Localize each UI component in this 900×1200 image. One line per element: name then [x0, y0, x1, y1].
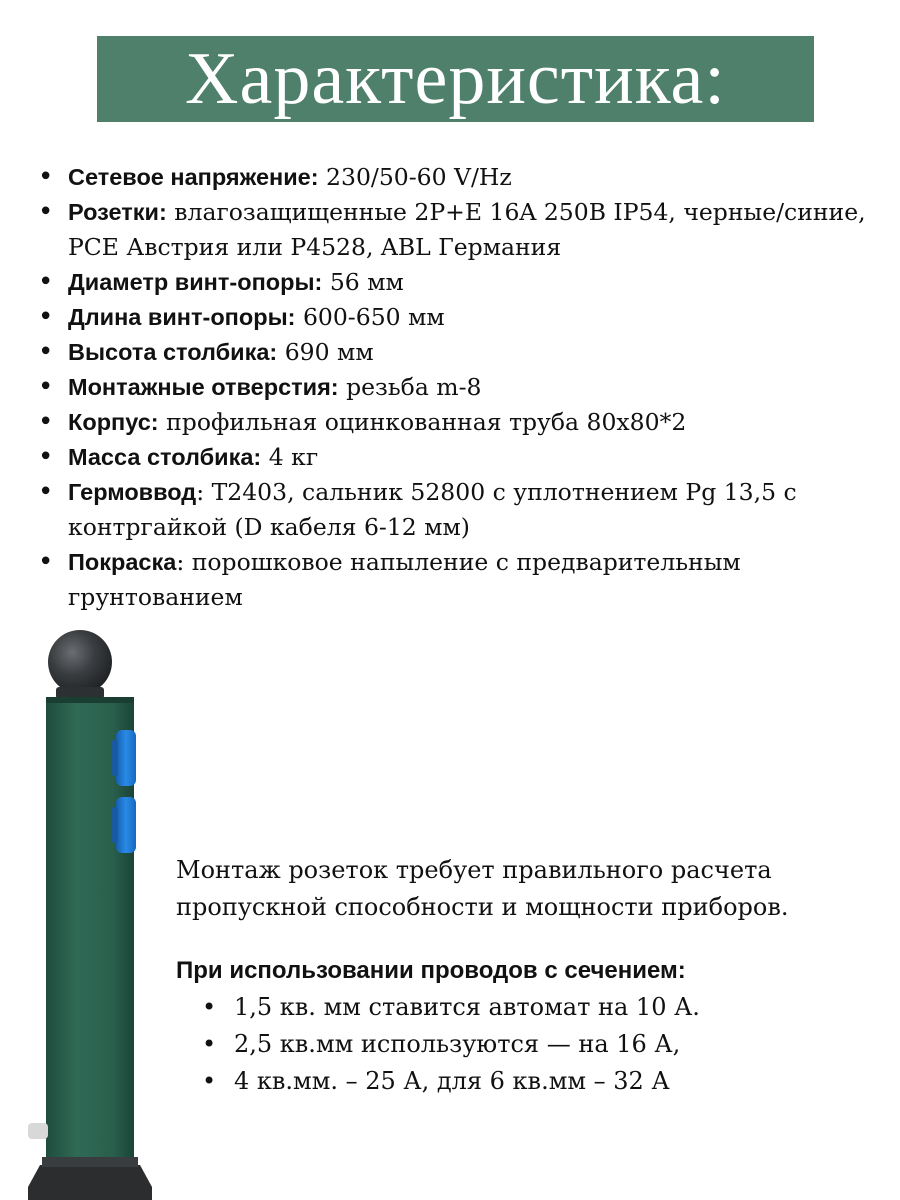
spec-item	[36, 195, 886, 265]
spec-item	[36, 265, 886, 300]
post-base	[28, 1165, 152, 1200]
spec-label: Длина винт-опоры:	[68, 304, 296, 330]
spec-value: профильная оцинкованная труба 80х80*2	[158, 408, 687, 436]
spec-label: Сетевое напряжение:	[68, 164, 319, 190]
spec-value: : Т2403, сальник 52800 с уплотнением Pg 13,5 с контргайкой (D кабеля 6-12 мм)	[68, 478, 797, 541]
spec-value: влагозащищенные 2P+E 16A 250В IP54, черные/синие, PCE Австрия или P4528, ABL Германия	[68, 198, 866, 261]
spec-label: Покраска	[68, 549, 177, 575]
spec-value: 230/50-60 V/Hz	[318, 163, 512, 191]
wire-list	[176, 989, 876, 1100]
spec-list	[36, 160, 886, 615]
spec-item	[36, 160, 886, 195]
socket-upper	[116, 730, 136, 786]
spec-value: резьба m-8	[338, 373, 482, 401]
spec-item	[36, 545, 886, 615]
wire-item: • 1,5 кв. мм ставится автомат на 10 А.	[176, 989, 876, 1026]
wire-item: • 2,5 кв.мм используются — на 16 А,	[176, 1026, 876, 1063]
socket-lower	[116, 797, 136, 853]
spec-value: 600-650 мм	[295, 303, 445, 331]
spec-label: Монтажные отверстия:	[68, 374, 339, 400]
spec-label: Масса столбика:	[68, 444, 262, 470]
socket-post-image	[20, 625, 170, 1200]
spec-value: 690 мм	[277, 338, 374, 366]
wiring-note	[176, 852, 876, 1100]
spec-value: 56 мм	[322, 268, 404, 296]
cable-gland	[28, 1123, 48, 1139]
wire-item: • 4 кв.мм. – 25 А, для 6 кв.мм – 32 А	[176, 1063, 876, 1100]
spec-label: Корпус:	[68, 409, 159, 435]
spec-label: Высота столбика:	[68, 339, 278, 365]
spec-item	[36, 440, 886, 475]
spec-item	[36, 475, 886, 545]
spec-item	[36, 300, 886, 335]
spec-label: Розетки:	[68, 199, 167, 225]
note-line: пропускной способности и мощности приборов.	[176, 893, 789, 921]
page-title: Характеристика:	[185, 38, 726, 120]
title-banner	[97, 36, 814, 122]
spec-item	[36, 405, 886, 440]
spec-item	[36, 370, 886, 405]
spec-value: 4 кг	[261, 443, 319, 471]
spec-value: : порошковое напыление с предварительным грунтованием	[68, 548, 741, 611]
wire-section-title: При использовании проводов с сечением:	[176, 957, 686, 984]
note-line: Монтаж розеток требует правильного расчета	[176, 856, 772, 884]
spec-item	[36, 335, 886, 370]
spec-label: Гермоввод	[68, 479, 197, 505]
spec-label: Диаметр винт-опоры:	[68, 269, 323, 295]
ball-cap	[48, 630, 112, 694]
